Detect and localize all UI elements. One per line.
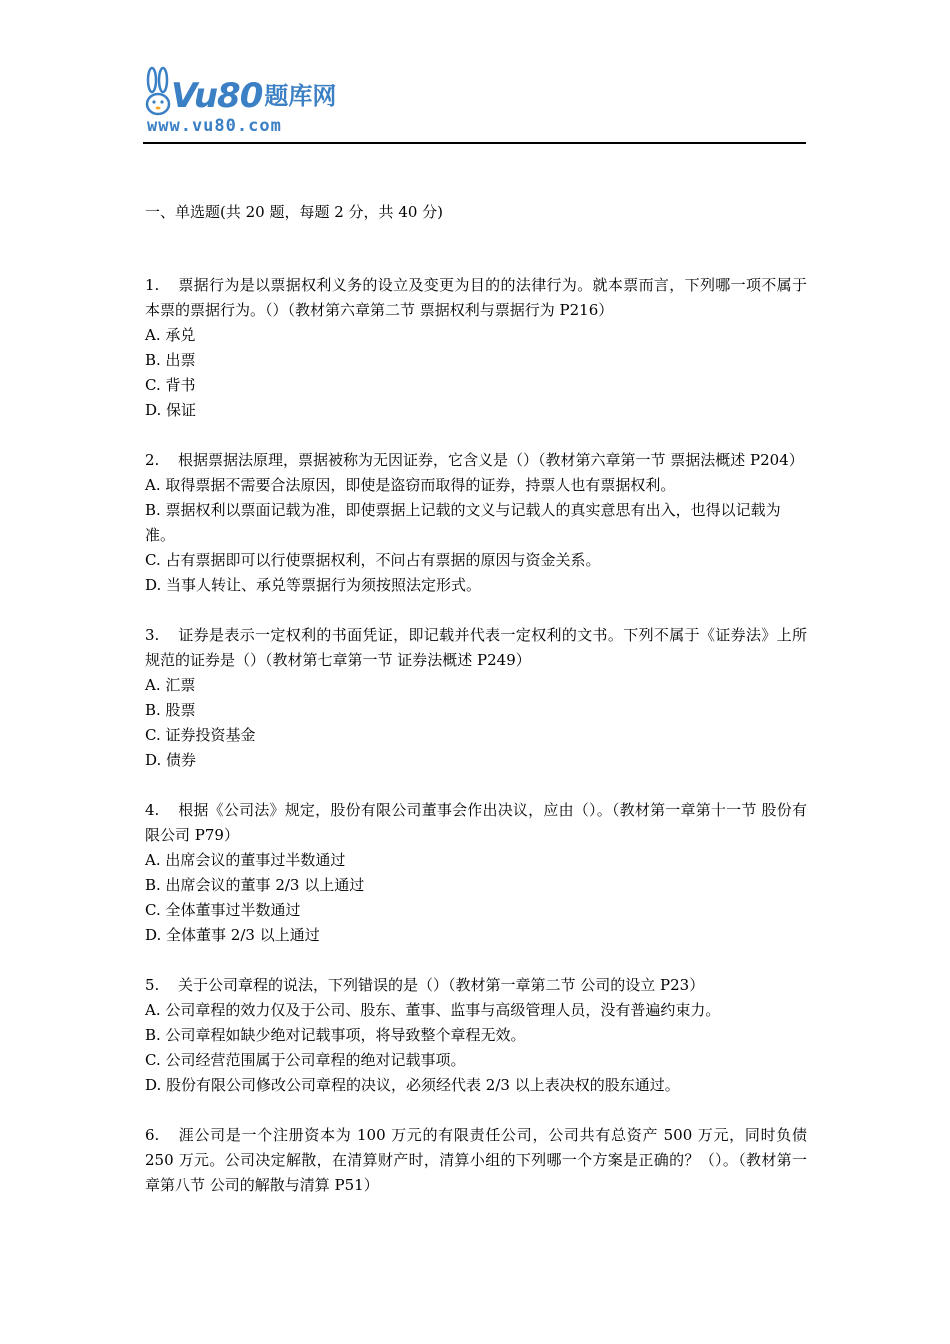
question-number: 3. xyxy=(145,626,160,644)
question-text: 票据行为是以票据权利义务的设立及变更为目的的法律行为。就本票而言，下列哪一项不属于本票的票据行为。（）（教材第六章第二节 票据权利与票据行为 P216） xyxy=(145,276,807,319)
option-a: A. 取得票据不需要合法原因，即使是盗窃而取得的证券，持票人也有票据权利。 xyxy=(145,476,676,494)
question-stem xyxy=(145,1123,807,1198)
option-d: D. 债券 xyxy=(145,751,197,769)
option-b: B. 票据权利以票面记载为准，即使票据上记载的文义与记载人的真实意思有出入，也得以记载为准。 xyxy=(145,501,781,544)
logo-wordmark xyxy=(143,66,336,116)
option-c: C. 公司经营范围属于公司章程的绝对记载事项。 xyxy=(145,1051,466,1069)
question-number: 5. xyxy=(145,976,160,994)
question-2 xyxy=(145,448,807,598)
option-d: D. 当事人转让、承兑等票据行为须按照法定形式。 xyxy=(145,576,482,594)
question-number: 6. xyxy=(145,1126,160,1144)
question-3 xyxy=(145,623,807,773)
option-c: C. 证券投资基金 xyxy=(145,726,256,744)
option-a: A. 公司章程的效力仅及于公司、股东、董事、监事与高级管理人员，没有普遍约束力。 xyxy=(145,1001,721,1019)
question-stem xyxy=(145,973,807,998)
vu80-logo xyxy=(143,66,343,138)
question-number: 1. xyxy=(145,276,160,294)
question-text: 关于公司章程的说法，下列错误的是（）（教材第一章第二节 公司的设立 P23） xyxy=(178,976,705,994)
logo-brand-cn: 题库网 xyxy=(264,82,337,110)
question-stem xyxy=(145,623,807,673)
question-5 xyxy=(145,973,807,1098)
document-body xyxy=(145,200,807,1223)
question-number: 2. xyxy=(145,451,160,469)
option-c: C. 背书 xyxy=(145,376,196,394)
section-title: 一、单选题(共 20 题，每题 2 分，共 40 分) xyxy=(145,203,444,221)
question-stem xyxy=(145,798,807,848)
option-d: D. 全体董事 2/3 以上通过 xyxy=(145,926,320,944)
option-c: C. 占有票据即可以行使票据权利，不问占有票据的原因与资金关系。 xyxy=(145,551,601,569)
question-text: 涯公司是一个注册资本为 100 万元的有限责任公司，公司共有总资产 500 万元，同时负债 250 万元。公司决定解散，在清算财产时，清算小组的下列哪一个方案是正确的？（）。（教材第一章第八节 公司的解散与清算 P51） xyxy=(145,1126,807,1194)
question-text: 证券是表示一定权利的书面凭证，即记载并代表一定权利的文书。下列不属于《证券法》上所规范的证券是（）（教材第七章第一节 证券法概述 P249） xyxy=(145,626,807,669)
option-b: B. 公司章程如缺少绝对记载事项，将导致整个章程无效。 xyxy=(145,1026,526,1044)
question-text: 根据票据法原理，票据被称为无因证券，它含义是（）（教材第六章第一节 票据法概述 P204） xyxy=(178,451,804,469)
question-4 xyxy=(145,798,807,948)
option-d: D. 股份有限公司修改公司章程的决议，必须经代表 2/3 以上表决权的股东通过。 xyxy=(145,1076,680,1094)
option-a: A. 汇票 xyxy=(145,676,196,694)
question-text: 根据《公司法》规定，股份有限公司董事会作出决议，应由（）。（教材第一章第十一节 股份有限公司 P79） xyxy=(145,801,807,844)
option-b: B. 出票 xyxy=(145,351,196,369)
question-1 xyxy=(145,273,807,423)
question-6 xyxy=(145,1123,807,1198)
logo-url: www.vu80.com xyxy=(147,116,282,136)
option-a: A. 承兑 xyxy=(145,326,196,344)
bunny-icon xyxy=(143,66,173,116)
question-number: 4. xyxy=(145,801,160,819)
option-a: A. 出席会议的董事过半数通过 xyxy=(145,851,346,869)
question-stem xyxy=(145,273,807,323)
header-divider xyxy=(143,142,806,144)
question-stem xyxy=(145,448,807,473)
logo-brand-text: Vu80 xyxy=(171,76,263,116)
option-b: B. 出席会议的董事 2/3 以上通过 xyxy=(145,876,365,894)
option-d: D. 保证 xyxy=(145,401,197,419)
option-c: C. 全体董事过半数通过 xyxy=(145,901,301,919)
option-b: B. 股票 xyxy=(145,701,196,719)
